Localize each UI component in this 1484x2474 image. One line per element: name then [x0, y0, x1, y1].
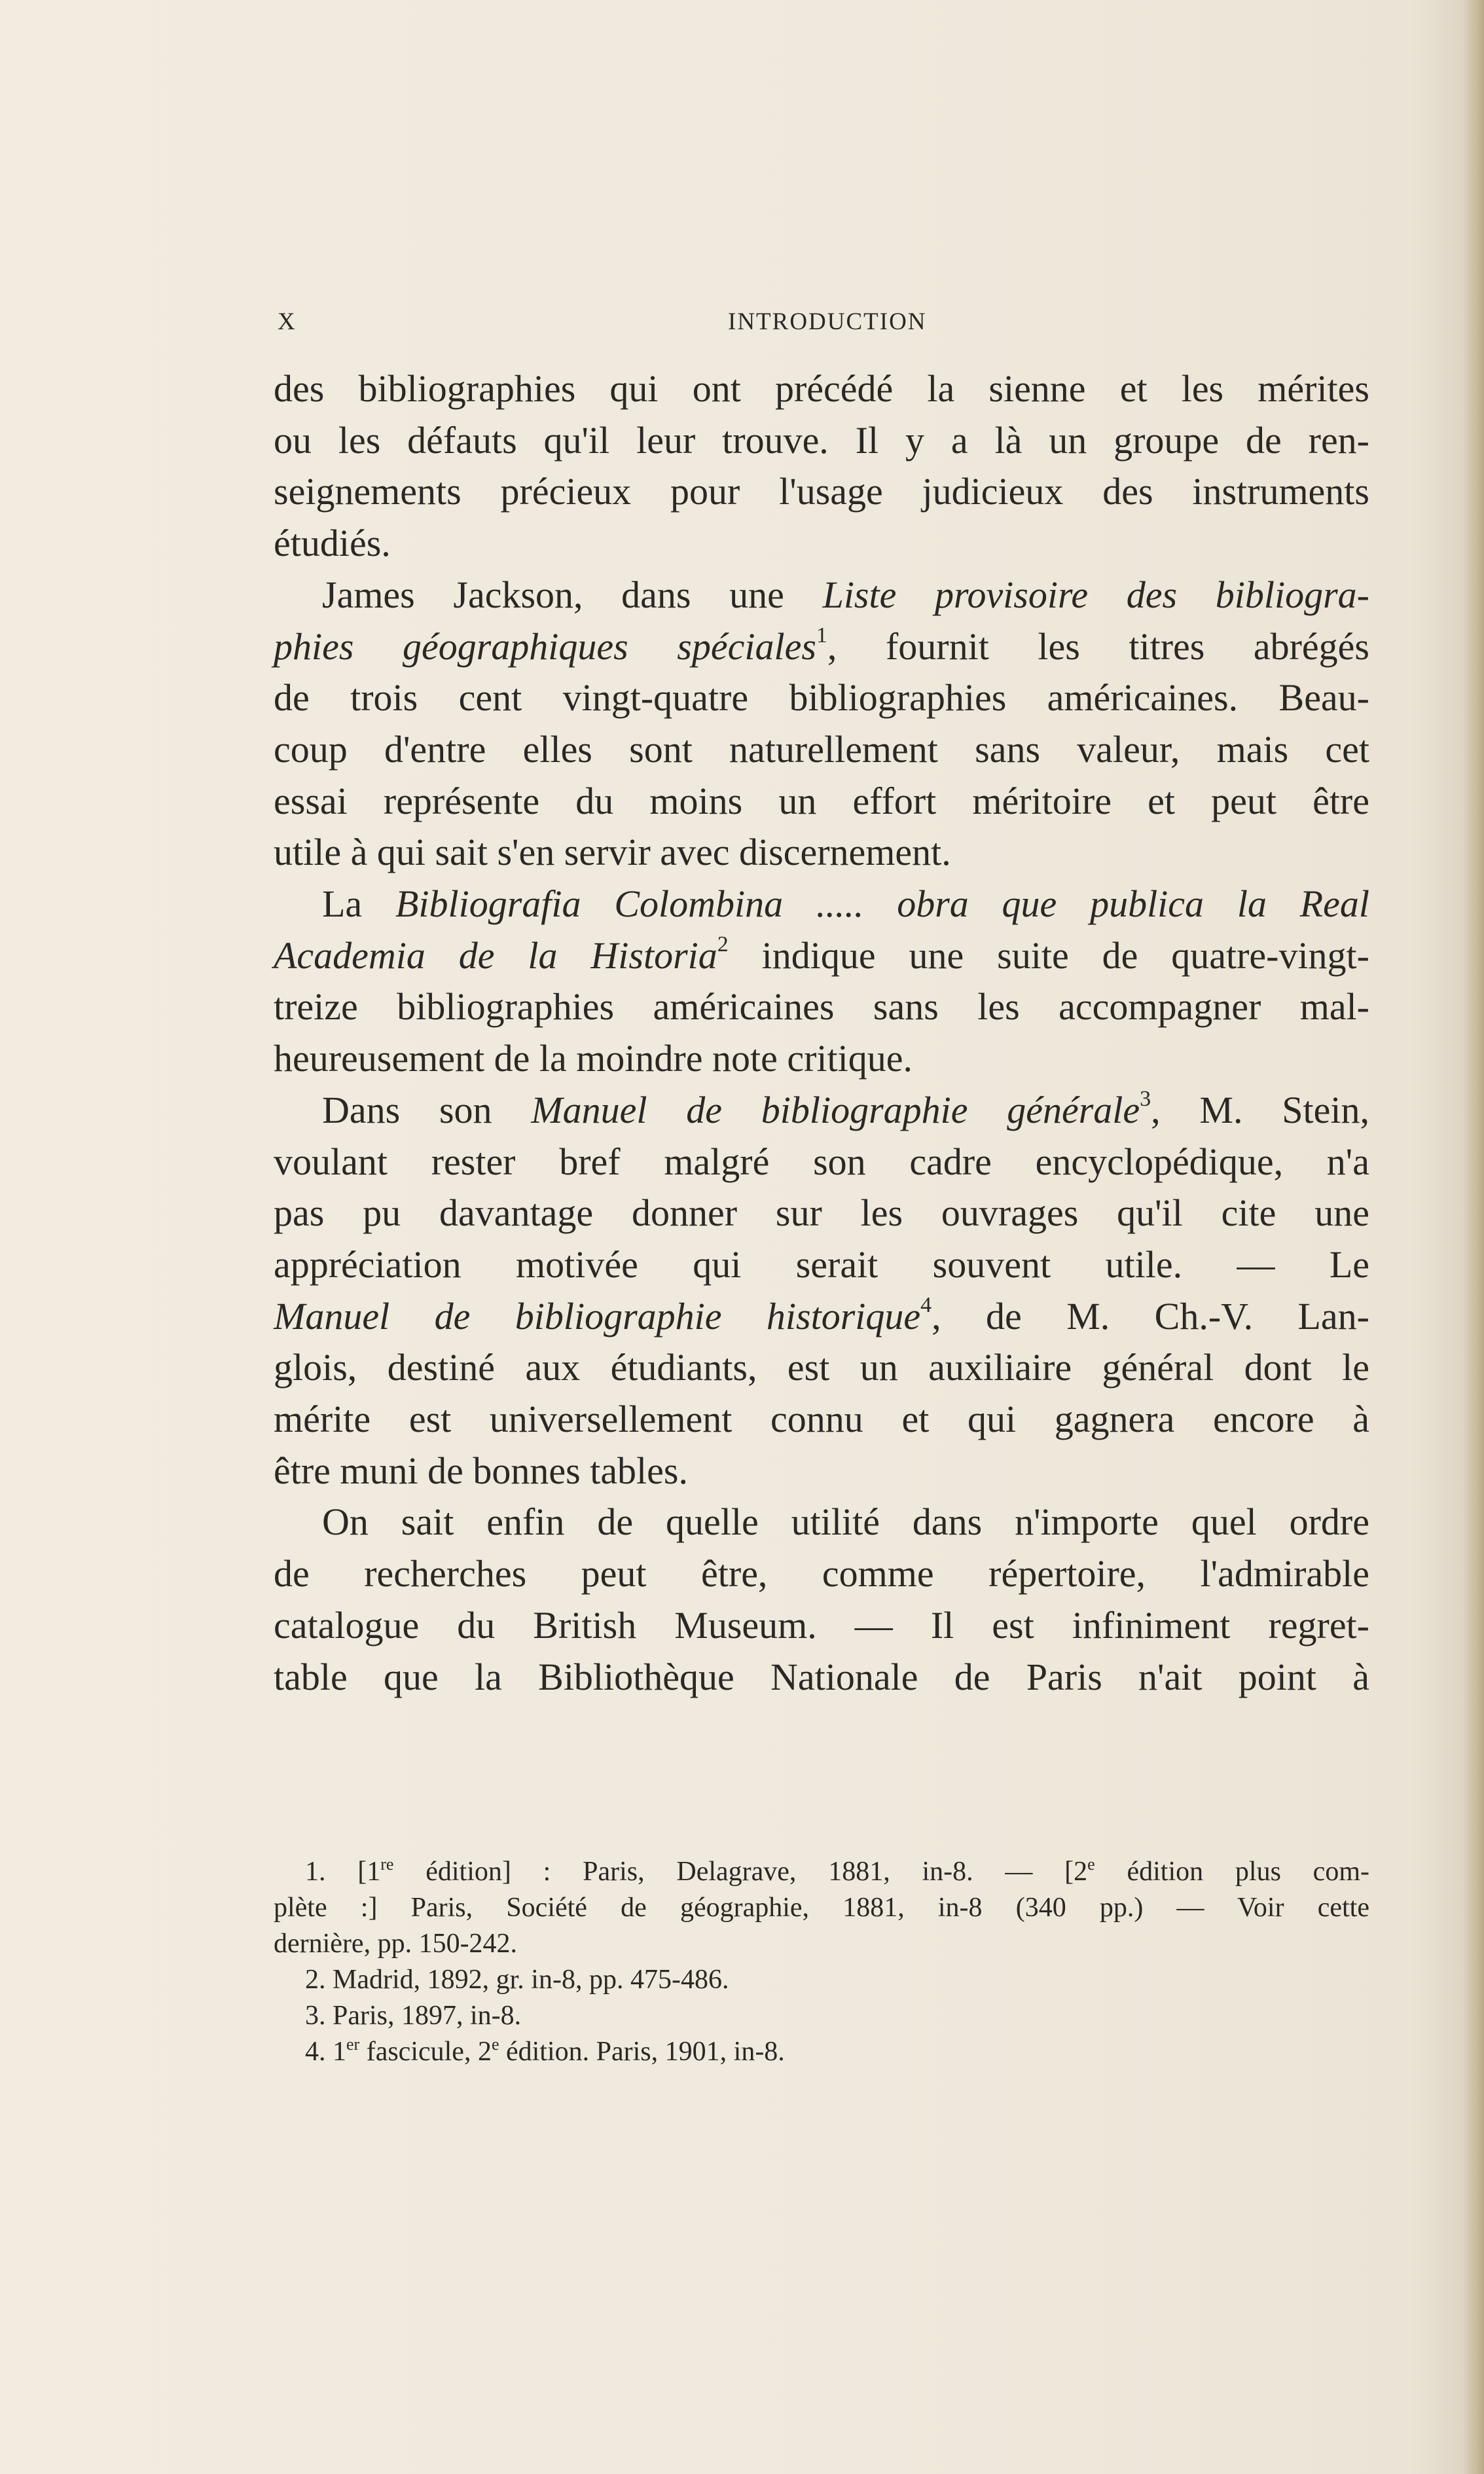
- superscript: er: [346, 2035, 360, 2054]
- footnote-3: 3. Paris, 1897, in-8.: [305, 2001, 522, 2031]
- text-line: [274, 1085, 1369, 1137]
- text-line: [274, 570, 1369, 621]
- text-line: table que la Bibliothèque Nationale de Paris n'ait point à: [274, 1655, 1369, 1698]
- footnote-2: 2. Madrid, 1892, gr. in-8, pp. 475-486.: [305, 1965, 729, 1995]
- book-title-italic: phies géographiques spéciales: [274, 625, 816, 668]
- text-run: édition] : Paris, Delagrave, 1881, in-8. — [2: [393, 1857, 1088, 1887]
- text-line: pas pu davantage donner sur les ouvrages qu'il cite une: [274, 1192, 1369, 1235]
- running-title: INTRODUCTION: [728, 308, 927, 335]
- footnote-line: plète :] Paris, Société de géographie, 1881, in-8 (340 pp.) — Voir cette: [274, 1893, 1369, 1923]
- text-line: de trois cent vingt-quatre bibliographies américaines. Beau-: [274, 676, 1369, 719]
- superscript: e: [1087, 1855, 1095, 1874]
- page-number: X: [278, 308, 297, 335]
- book-title-italic: Manuel de bibliographie historique: [274, 1294, 921, 1337]
- text-line: des bibliographies qui ont précédé la sienne et les mérites: [274, 367, 1369, 410]
- text-line: [274, 879, 1369, 930]
- text-run: édition plus com-: [1095, 1857, 1369, 1887]
- footnote-1: [274, 1854, 1369, 1890]
- text-line: de recherches peut être, comme répertoire, l'admirable: [274, 1552, 1369, 1595]
- text-run: La: [322, 882, 395, 926]
- text-run: Dans son: [322, 1088, 532, 1131]
- text-run: édition. Paris, 1901, in-8.: [499, 2037, 785, 2067]
- text-run: fascicule, 2: [359, 2037, 492, 2067]
- text-line: heureusement de la moindre note critique.: [274, 1037, 913, 1080]
- text-line: catalogue du British Museum. — Il est infiniment regret-: [274, 1603, 1369, 1646]
- text-line: [274, 930, 1369, 982]
- book-title-italic: Manuel de bibliographie générale: [531, 1088, 1140, 1131]
- running-head: [275, 308, 1388, 347]
- text-line: appréciation motivée qui serait souvent utile. — Le: [274, 1243, 1369, 1286]
- text-line: essai représente du moins un effort méritoire et peut être: [274, 779, 1369, 822]
- text-line: ou les défauts qu'il leur trouve. Il y a là un groupe de ren-: [274, 418, 1369, 462]
- text-line: [274, 1291, 1369, 1343]
- footnote-ref: 2: [717, 932, 729, 956]
- text-line: On sait enfin de quelle utilité dans n'importe quel ordre: [322, 1501, 1369, 1544]
- text-line: utile à qui sait s'en servir avec discernement.: [274, 831, 951, 874]
- text-line: mérite est universellement connu et qui gagnera encore à: [274, 1398, 1369, 1441]
- text-line: glois, destiné aux étudiants, est un auxiliaire général dont le: [274, 1346, 1369, 1389]
- text-line: treize bibliographies américaines sans les accompagner mal-: [274, 985, 1369, 1028]
- footnote-ref: 1: [816, 623, 827, 647]
- text-line: [274, 621, 1369, 673]
- text-run: 1. [1: [305, 1857, 381, 1887]
- footnote-ref: 3: [1140, 1086, 1151, 1111]
- text-run: James Jackson, dans une: [322, 573, 823, 616]
- text-run: 4. 1: [305, 2037, 346, 2067]
- superscript: e: [491, 2035, 499, 2054]
- book-title-italic: Bibliografia Colombina ..... obra que publica la Real: [395, 882, 1370, 926]
- text-run: , de M. Ch.-V. Lan-: [932, 1294, 1369, 1337]
- book-title-italic: Academia de la Historia: [274, 934, 717, 977]
- text-line: être muni de bonnes tables.: [274, 1449, 688, 1492]
- footnote-line: dernière, pp. 150-242.: [274, 1929, 518, 1959]
- text-line: voulant rester bref malgré son cadre encyclopédique, n'a: [274, 1140, 1369, 1183]
- text-run: indique une suite de quatre-vingt-: [728, 934, 1369, 977]
- book-title-italic: Liste provisoire des bibliogra-: [822, 573, 1369, 616]
- text-run: , M. Stein,: [1151, 1088, 1369, 1131]
- text-line: coup d'entre elles sont naturellement sans valeur, mais cet: [274, 727, 1369, 771]
- body-text: [274, 363, 1369, 1703]
- text-run: , fournit les titres abrégés: [827, 625, 1369, 668]
- footnotes: [274, 1854, 1369, 2070]
- footnote-ref: 4: [920, 1292, 932, 1317]
- page-edge-shadow: [1463, 0, 1484, 2474]
- footnote-4: [274, 2034, 1369, 2070]
- text-line: étudiés.: [274, 522, 391, 565]
- text-line: seignements précieux pour l'usage judicieux des instruments: [274, 470, 1369, 513]
- superscript: re: [380, 1855, 394, 1874]
